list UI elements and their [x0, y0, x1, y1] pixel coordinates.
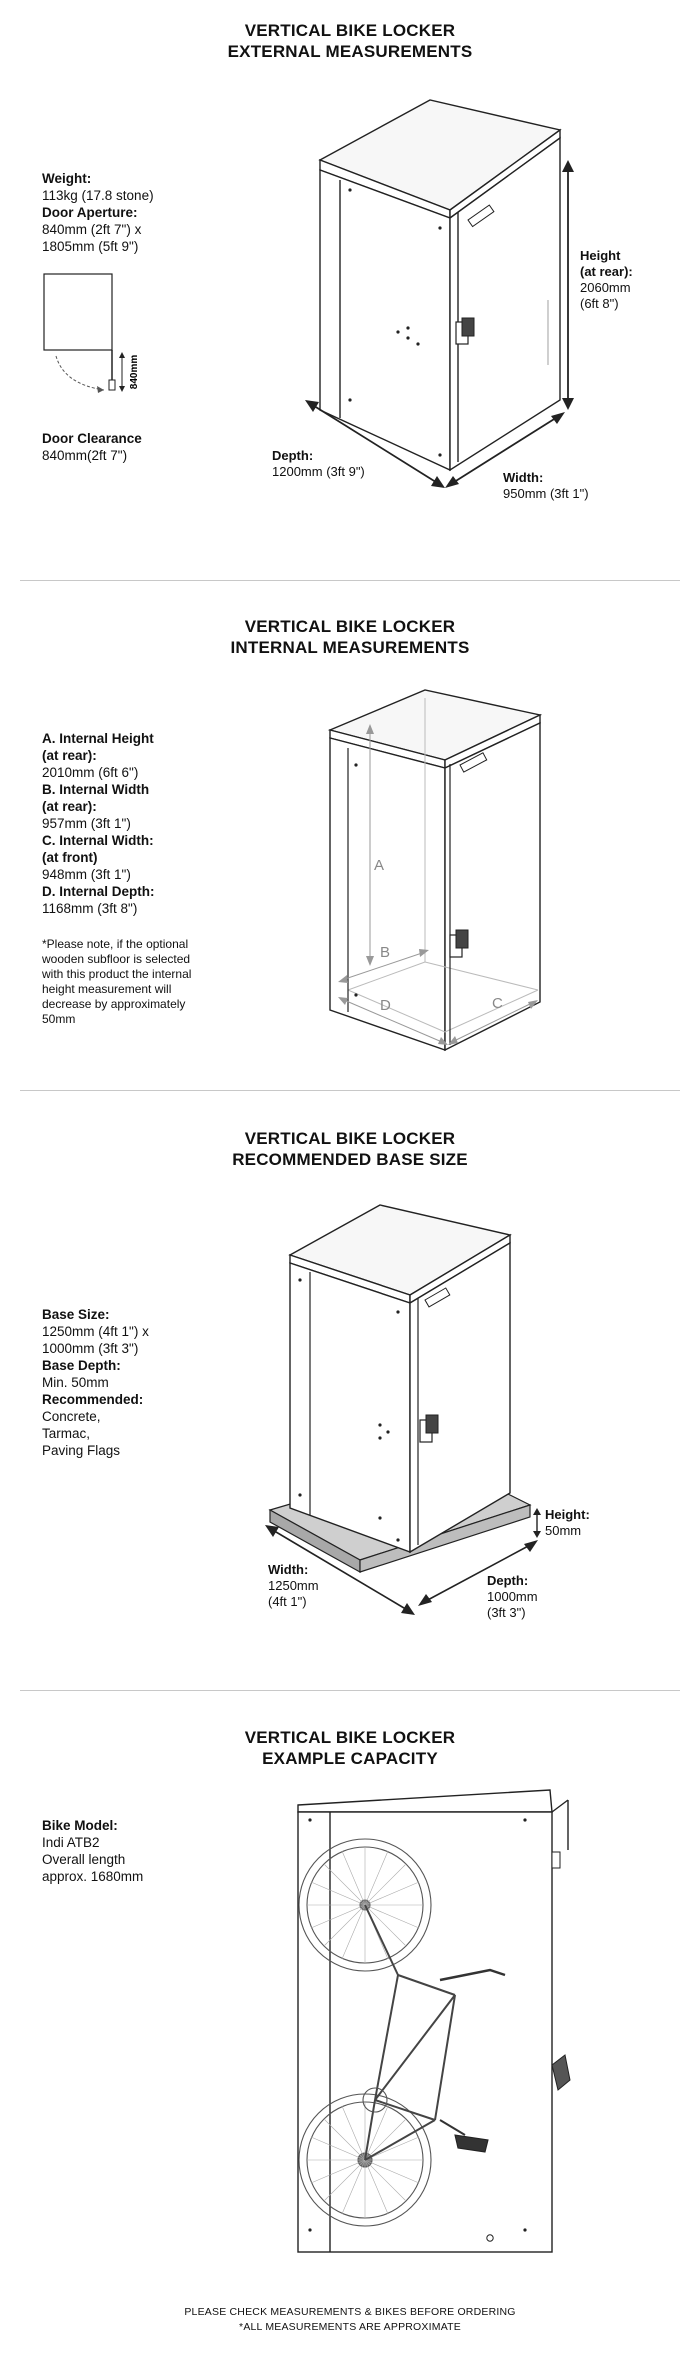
depth-label-text: Depth:	[272, 448, 314, 463]
note-line4: height measurement will	[42, 982, 172, 996]
recommended-label: Recommended:	[42, 1392, 144, 1407]
internal-c-label: C. Internal Width:	[42, 833, 154, 848]
height-dimension-arrow	[562, 160, 574, 410]
internal-d-label: D. Internal Depth:	[42, 884, 155, 899]
internal-a-label: A. Internal Height	[42, 731, 154, 746]
height-value-line2: (6ft 8")	[580, 296, 619, 311]
width-label	[503, 470, 589, 502]
door-clearance-value: 840mm(2ft 7")	[42, 448, 128, 463]
height-label	[580, 248, 633, 312]
recommended-3: Paving Flags	[42, 1443, 121, 1458]
divider-1	[20, 580, 680, 581]
locker-internal-illustration	[320, 690, 560, 1070]
section4-title-line1: VERTICAL BIKE LOCKER	[244, 1728, 456, 1747]
section3-specs	[42, 1306, 149, 1459]
section2-specs	[42, 730, 155, 917]
marker-a: A	[374, 857, 385, 874]
section1-title	[0, 20, 700, 62]
section4-specs	[42, 1817, 143, 1885]
recommended-2: Tarmac,	[42, 1426, 91, 1441]
capacity-illustration	[290, 1790, 580, 2270]
base-width-label	[268, 1562, 319, 1610]
section3-title-line1: VERTICAL BIKE LOCKER	[244, 1129, 456, 1148]
door-swing-arc	[56, 356, 104, 390]
footer-line1: PLEASE CHECK MEASUREMENTS & BIKES BEFORE ORDERING	[184, 2306, 516, 2318]
base-height-label-text: Height:	[545, 1507, 590, 1522]
bike-length-line1: Overall length	[42, 1852, 126, 1867]
internal-b-value: 957mm (3ft 1")	[42, 816, 131, 831]
door-aperture-line1: 840mm (2ft 7") x	[42, 222, 142, 237]
door-swing-dim-label: 840mm	[129, 354, 140, 390]
door-swing-diagram	[42, 272, 152, 412]
base-height-value: 50mm	[545, 1523, 582, 1538]
base-size-line2: 1000mm (3ft 3")	[42, 1341, 139, 1356]
note-line5: decrease by approximately	[42, 997, 186, 1011]
capacity-handle-icon	[552, 2055, 570, 2090]
base-height-label	[545, 1507, 590, 1539]
base-depth-value: Min. 50mm	[42, 1375, 109, 1390]
section1-specs	[42, 170, 154, 255]
section1-title-line1: VERTICAL BIKE LOCKER	[244, 21, 456, 40]
base-width-line2: (4ft 1")	[268, 1594, 307, 1609]
bike-model-value: Indi ATB2	[42, 1835, 100, 1850]
door-aperture-line2: 1805mm (5ft 9")	[42, 239, 139, 254]
note-line2: wooden subfloor is selected	[42, 952, 191, 966]
bike-model-label: Bike Model:	[42, 1818, 118, 1833]
marker-c: C	[492, 995, 503, 1012]
weight-label: Weight:	[42, 171, 92, 186]
recommended-1: Concrete,	[42, 1409, 101, 1424]
door-clearance-label: Door Clearance	[42, 431, 142, 446]
height-value-line1: 2060mm	[580, 280, 631, 295]
footer-line2: *ALL MEASUREMENTS ARE APPROXIMATE	[239, 2321, 461, 2333]
section3-title-line2: RECOMMENDED BASE SIZE	[232, 1150, 468, 1169]
internal-a-label2: (at rear):	[42, 748, 97, 763]
note-line1: *Please note, if the optional	[42, 937, 189, 951]
base-size-label: Base Size:	[42, 1307, 110, 1322]
door-swing-hinge	[109, 380, 115, 390]
base-depth-label-text: Depth:	[487, 1573, 529, 1588]
divider-3	[20, 1690, 680, 1691]
subfloor-note	[42, 937, 217, 1027]
internal-c-label2: (at front)	[42, 850, 98, 865]
divider-2	[20, 1090, 680, 1091]
section2-title-line2: INTERNAL MEASUREMENTS	[230, 638, 470, 657]
note-line3: with this product the internal	[42, 967, 192, 981]
marker-b: B	[380, 944, 391, 961]
base-width-label-text: Width:	[268, 1562, 309, 1577]
height-label-line2: (at rear):	[580, 264, 633, 279]
base-width-line1: 1250mm	[268, 1578, 319, 1593]
section3-title	[0, 1128, 700, 1170]
section1-title-line2: EXTERNAL MEASUREMENTS	[227, 42, 473, 61]
section2-title-line1: VERTICAL BIKE LOCKER	[244, 617, 456, 636]
weight-value: 113kg (17.8 stone)	[42, 188, 154, 203]
door-swing-arrow	[97, 386, 104, 393]
note-line6: 50mm	[42, 1012, 76, 1026]
door-clearance	[42, 430, 142, 464]
base-size-line1: 1250mm (4ft 1") x	[42, 1324, 149, 1339]
width-label-text: Width:	[503, 470, 544, 485]
internal-b-label2: (at rear):	[42, 799, 97, 814]
internal-b-label: B. Internal Width	[42, 782, 150, 797]
width-value: 950mm (3ft 1")	[503, 486, 589, 501]
footer	[0, 2305, 700, 2335]
marker-d: D	[380, 997, 391, 1014]
section2-title	[0, 616, 700, 658]
door-aperture-label: Door Aperture:	[42, 205, 138, 220]
base-depth-line2: (3ft 3")	[487, 1605, 526, 1620]
depth-value: 1200mm (3ft 9")	[272, 464, 365, 479]
base-depth-label: Base Depth:	[42, 1358, 121, 1373]
height-label-line1: Height	[580, 248, 621, 263]
base-depth-line1: 1000mm	[487, 1589, 538, 1604]
bike-length-line2: approx. 1680mm	[42, 1869, 144, 1884]
base-height-arrow	[532, 1508, 542, 1538]
capacity-roof	[298, 1790, 552, 1812]
base-depth-label	[487, 1573, 538, 1621]
section4-title-line2: EXAMPLE CAPACITY	[262, 1749, 438, 1768]
door-swing-box	[44, 274, 112, 350]
section4-title	[0, 1727, 700, 1769]
internal-c-value: 948mm (3ft 1")	[42, 867, 131, 882]
internal-a-value: 2010mm (6ft 6")	[42, 765, 139, 780]
internal-d-value: 1168mm (3ft 8")	[42, 901, 138, 916]
depth-label	[272, 448, 365, 480]
